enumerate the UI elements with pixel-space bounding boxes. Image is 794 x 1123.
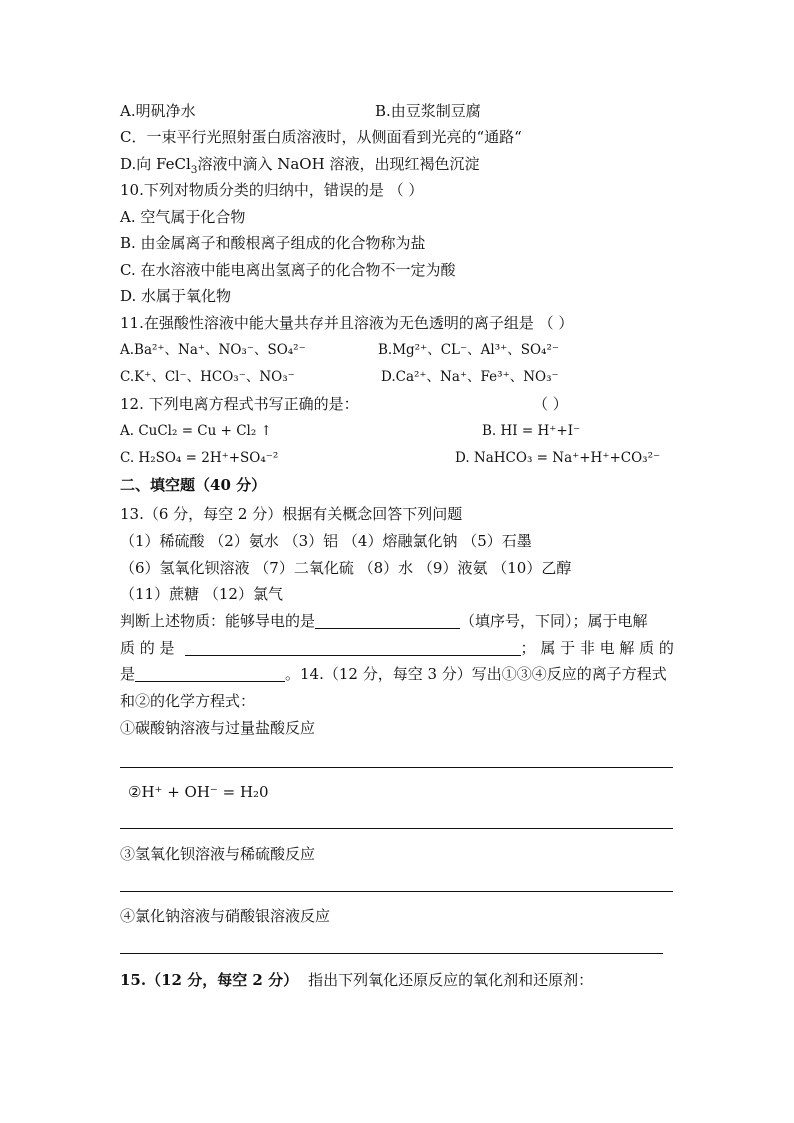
q13-judge-line-3 (120, 664, 667, 684)
q10-option-b: B. 由金属离子和酸根离子组成的化合物称为盐 (120, 234, 426, 252)
q13-list-row-3: （11）蔗糖 （12）氯气 (120, 585, 283, 603)
q15-line (120, 970, 593, 990)
q9-option-d-post: 溶液中滴入 NaOH 溶液，出现红褐色沉淀 (197, 155, 480, 173)
q9-option-a: A.明矾净水 (120, 102, 196, 120)
q15-head: 15.（12 分，每空 2 分） (120, 971, 299, 989)
q13-judge-text-2a: 质 的 是 (120, 639, 175, 657)
q10-option-d: D. 水属于氧化物 (120, 287, 232, 305)
q12-option-a: A. CuCl₂ = Cu + Cl₂ ↑ (120, 423, 272, 439)
q14-stem-cont: 和②的化学方程式： (120, 692, 256, 710)
answer-line-1[interactable] (120, 767, 673, 768)
answer-blank-nonelectrolyte[interactable] (135, 665, 285, 682)
q9-option-d (120, 154, 479, 174)
answer-line-2[interactable] (120, 828, 673, 829)
q14-item-1: ①碳酸钠溶液与过量盐酸反应 (120, 719, 316, 737)
q10-option-a: A. 空气属于化合物 (120, 208, 246, 226)
section-title: 二、填空题（40 分） (120, 476, 267, 494)
q9-option-d-pre: D.向 FeCl (120, 155, 191, 173)
answer-line-4[interactable] (120, 953, 663, 954)
q10-option-c: C. 在水溶液中能电离出氢离子的化合物不一定为酸 (120, 261, 456, 279)
answer-line-3[interactable] (120, 891, 673, 892)
q12-answer-paren: （ ） (533, 395, 568, 413)
q11-option-d: D.Ca²⁺、Na⁺、Fe³⁺、NO₃⁻ (381, 369, 559, 385)
q14-item-4: ④氯化钠溶液与硝酸银溶液反应 (120, 907, 331, 925)
q13-judge-text-1: 判断上述物质：能够导电的是 (120, 612, 316, 630)
q13-stem: 13.（6 分，每空 2 分）根据有关概念回答下列问题 (120, 505, 463, 523)
q10-stem: 10.下列对物质分类的归纳中，错误的是 （ ） (120, 181, 424, 199)
q15-text: 指出下列氧化还原反应的氧化剂和还原剂： (308, 971, 594, 989)
q13-judge-line-1 (120, 611, 648, 631)
q12-stem: 12. 下列电离方程式书写正确的是： (120, 395, 359, 413)
q12-option-d: D. NaHCO₃ = Na⁺+H⁺+CO₃²⁻ (455, 450, 661, 466)
q14-item-3: ③氢氧化钡溶液与稀硫酸反应 (120, 845, 316, 863)
q11-option-a: A.Ba²⁺、Na⁺、NO₃⁻、SO₄²⁻ (120, 342, 306, 358)
q13-judge-line-2 (120, 638, 674, 658)
q11-option-b: B.Mg²⁺、CL⁻、Al³⁺、SO₄²⁻ (378, 342, 560, 358)
q12-option-b: B. HI = H⁺+I⁻ (482, 423, 581, 439)
q9-option-b: B.由豆浆制豆腐 (375, 102, 481, 120)
q13-list-row-2: （6）氢氧化钡溶液 （7）二氧化硫 （8）水 （9）液氨 （10）乙醇 (120, 559, 572, 577)
q13-list-row-1: （1）稀硫酸 （2）氨水 （3）铝 （4）熔融氯化钠 （5）石墨 (120, 532, 532, 550)
q9-option-c: C．一束平行光照射蛋白质溶液时，从侧面看到光亮的“通路“ (120, 128, 522, 146)
answer-blank-electrolyte[interactable] (185, 639, 521, 656)
answer-blank-conductive[interactable] (315, 612, 460, 629)
q13-judge-text-3b: 。14.（12 分，每空 3 分）写出①③④反应的离子方程式 (285, 665, 667, 683)
q13-judge-text-1b: （填序号，下同）；属于电解 (460, 612, 648, 630)
q9-option-d-sub: 3 (190, 164, 198, 176)
q14-item-2: ②H⁺ + OH⁻ = H₂0 (128, 783, 269, 801)
q13-judge-text-2b: ； 属 于 非 电 解 质 的 (520, 639, 674, 657)
q11-stem: 11.在强酸性溶液中能大量共存并且溶液为无色透明的离子组是 （ ） (120, 314, 574, 332)
q12-option-c: C. H₂SO₄ = 2H⁺+SO₄⁻² (120, 450, 279, 466)
q11-option-c: C.K⁺、Cl⁻、HCO₃⁻、NO₃⁻ (120, 369, 295, 385)
q13-judge-text-3a: 是 (120, 665, 136, 683)
